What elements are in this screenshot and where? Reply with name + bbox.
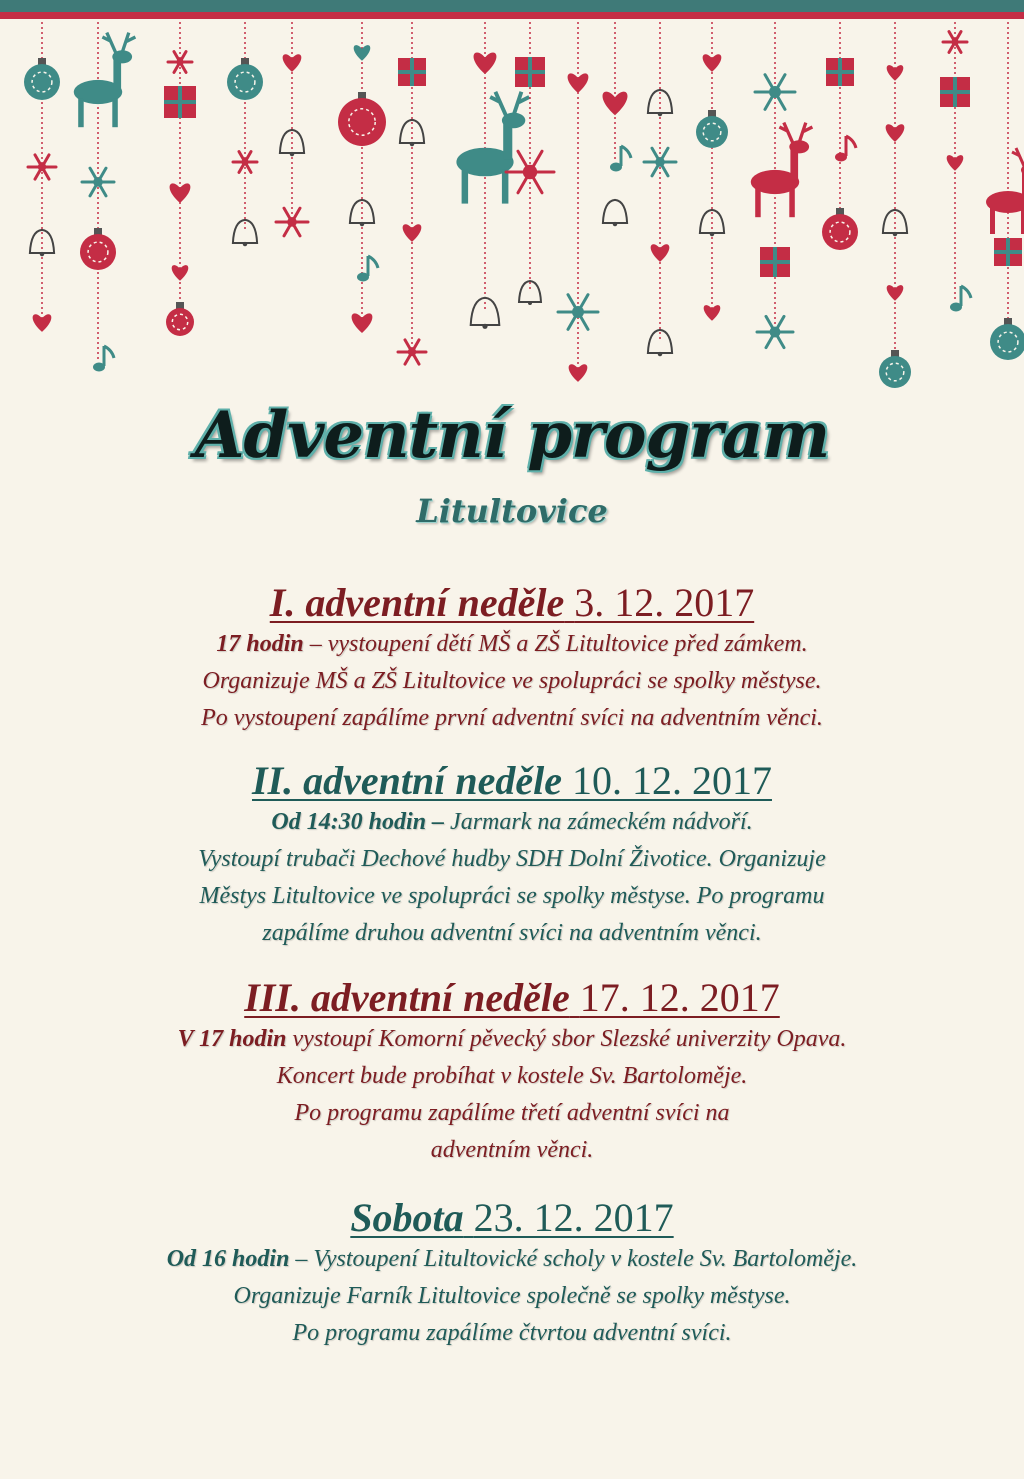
- heading-date: 23. 12. 2017: [473, 1195, 674, 1240]
- gift-ribbon-icon: [515, 70, 545, 74]
- top-border-red: [0, 12, 1024, 19]
- heart-ornament-icon: [568, 73, 589, 93]
- time-lead: 17 hodin: [216, 631, 304, 657]
- section-second-advent-sunday: [40, 758, 984, 952]
- section-body: [40, 1241, 984, 1352]
- section-body: [40, 1021, 984, 1169]
- ornament-cap-icon: [38, 58, 46, 65]
- bell-clapper-icon: [290, 152, 294, 156]
- page-subtitle: Litultovice: [416, 492, 608, 530]
- bauble-ornament-icon: [990, 324, 1024, 360]
- heading-date: 17. 12. 2017: [579, 975, 780, 1020]
- bell-clapper-icon: [243, 242, 247, 246]
- bauble-ornament-icon: [338, 98, 386, 146]
- heart-ornament-icon: [33, 314, 52, 332]
- time-lead: Od 14:30 hodin –: [271, 809, 445, 835]
- heart-ornament-icon: [352, 313, 373, 333]
- body-line: [40, 1241, 984, 1278]
- ornament-cap-icon: [891, 350, 899, 357]
- heart-ornament-icon: [170, 183, 191, 203]
- ornament-cap-icon: [241, 58, 249, 65]
- music-note-head-icon: [835, 153, 847, 162]
- heart-ornament-icon: [283, 54, 302, 72]
- music-note-head-icon: [950, 303, 962, 312]
- snowflake-center-icon: [241, 158, 248, 165]
- top-border-teal: [0, 0, 1024, 12]
- ornament-cap-icon: [708, 110, 716, 117]
- bauble-ornament-icon: [696, 116, 728, 148]
- bell-clapper-icon: [482, 324, 487, 329]
- snowflake-center-icon: [38, 163, 46, 171]
- gift-ribbon-icon: [164, 100, 196, 104]
- bauble-ornament-icon: [166, 308, 194, 336]
- body-line: Organizuje MŠ a ZŠ Litultovice ve spolupráci se spolky městyse.: [202, 668, 822, 694]
- heart-ornament-icon: [703, 54, 722, 72]
- reindeer-icon: [74, 33, 136, 128]
- body-text: Jarmark na zámeckém nádvoří.: [444, 809, 753, 835]
- heart-ornament-icon: [403, 224, 422, 242]
- ornament-cap-icon: [94, 228, 102, 235]
- bell-clapper-icon: [658, 352, 662, 356]
- heart-ornament-icon: [886, 124, 905, 142]
- time-lead: Od 16 hodin: [166, 1246, 290, 1272]
- gift-ribbon-icon: [994, 250, 1022, 254]
- heart-ornament-icon: [474, 52, 497, 74]
- heart-ornament-icon: [569, 364, 588, 382]
- snowflake-center-icon: [769, 86, 781, 98]
- reindeer-icon: [456, 92, 529, 204]
- snowflake-center-icon: [93, 177, 103, 187]
- body-line: Vystoupí trubači Dechové hudby SDH Dolní Životice. Organizuje: [198, 846, 826, 872]
- bauble-ornament-icon: [822, 214, 858, 250]
- heart-ornament-icon: [603, 92, 628, 116]
- time-lead: V 17 hodin: [177, 1026, 287, 1052]
- gift-ribbon-icon: [940, 90, 970, 94]
- body-line: [40, 804, 984, 841]
- bell-ornament-icon: [471, 298, 500, 325]
- heading-label: Sobota: [350, 1195, 464, 1240]
- gift-ribbon-icon: [826, 70, 854, 74]
- heading-date: 3. 12. 2017: [574, 580, 755, 625]
- top-border: [0, 0, 1024, 22]
- bell-ornament-icon: [519, 281, 541, 302]
- section-heading: [40, 975, 984, 1021]
- bell-ornament-icon: [603, 200, 627, 223]
- heading-label: III. adventní neděle: [244, 975, 570, 1020]
- ornament-cap-icon: [1004, 318, 1012, 325]
- snowflake-center-icon: [951, 38, 958, 45]
- heading-label: II. adventní neděle: [252, 758, 562, 803]
- hanging-ornaments-decoration: [0, 22, 1024, 402]
- body-text: – vystoupení dětí MŠ a ZŠ Litultovice před zámkem.: [303, 631, 808, 657]
- body-line: adventním věnci.: [430, 1137, 594, 1163]
- bell-clapper-icon: [710, 232, 714, 236]
- bell-clapper-icon: [528, 301, 532, 305]
- body-line: Koncert bude probíhat v kostele Sv. Bartoloměje.: [276, 1063, 748, 1089]
- body-line: [40, 626, 984, 663]
- bell-clapper-icon: [360, 222, 364, 226]
- music-note-head-icon: [610, 163, 622, 172]
- body-text: vystoupí Komorní pěvecký sbor Slezské univerzity Opava.: [286, 1026, 847, 1052]
- section-body: [40, 626, 984, 737]
- bauble-ornament-icon: [227, 64, 263, 100]
- snowflake-center-icon: [572, 306, 584, 318]
- reindeer-icon: [986, 148, 1024, 234]
- body-text: – Vystoupení Litultovické scholy v kostele Sv. Bartoloměje.: [289, 1246, 858, 1272]
- body-line: Po programu zapálíme třetí adventní svíci na: [294, 1100, 730, 1126]
- body-line: Městys Litultovice ve spolupráci se spolky městyse. Po programu: [199, 883, 825, 909]
- music-note-head-icon: [93, 363, 105, 372]
- bell-clapper-icon: [40, 252, 44, 256]
- snowflake-center-icon: [655, 157, 665, 167]
- body-line: Po programu zapálíme čtvrtou adventní svíci.: [292, 1320, 732, 1346]
- snowflake-center-icon: [287, 217, 297, 227]
- ornament-cap-icon: [176, 302, 184, 309]
- body-line: zapálíme druhou adventní svíci na adventním věnci.: [262, 920, 762, 946]
- bell-clapper-icon: [893, 232, 897, 236]
- section-heading: [40, 758, 984, 804]
- section-saturday: [40, 1195, 984, 1352]
- body-line: [40, 1021, 984, 1058]
- heading-label: I. adventní neděle: [269, 580, 565, 625]
- section-third-advent-sunday: [40, 975, 984, 1169]
- bauble-ornament-icon: [24, 64, 60, 100]
- snowflake-center-icon: [408, 348, 416, 356]
- gift-ribbon-icon: [760, 260, 790, 264]
- heart-ornament-icon: [651, 244, 670, 262]
- bauble-ornament-icon: [879, 356, 911, 388]
- section-heading: [40, 1195, 984, 1241]
- ornament-cap-icon: [836, 208, 844, 215]
- gift-ribbon-icon: [398, 70, 426, 74]
- snowflake-center-icon: [523, 165, 537, 179]
- reindeer-icon: [751, 123, 813, 218]
- section-heading: [40, 580, 984, 626]
- page-title: Adventní program: [194, 398, 830, 473]
- body-line: Po vystoupení zapálíme první adventní svíci na adventním věnci.: [201, 705, 823, 731]
- snowflake-center-icon: [770, 327, 781, 338]
- section-body: [40, 804, 984, 952]
- bell-clapper-icon: [410, 142, 414, 146]
- bell-clapper-icon: [658, 112, 662, 116]
- body-line: Organizuje Farník Litultovice společně se spolky městyse.: [233, 1283, 791, 1309]
- heading-date: 10. 12. 2017: [571, 758, 772, 803]
- bauble-ornament-icon: [80, 234, 116, 270]
- bell-clapper-icon: [613, 222, 617, 226]
- music-note-head-icon: [357, 273, 369, 282]
- section-first-advent-sunday: [40, 580, 984, 737]
- ornament-cap-icon: [358, 92, 366, 99]
- snowflake-center-icon: [176, 58, 183, 65]
